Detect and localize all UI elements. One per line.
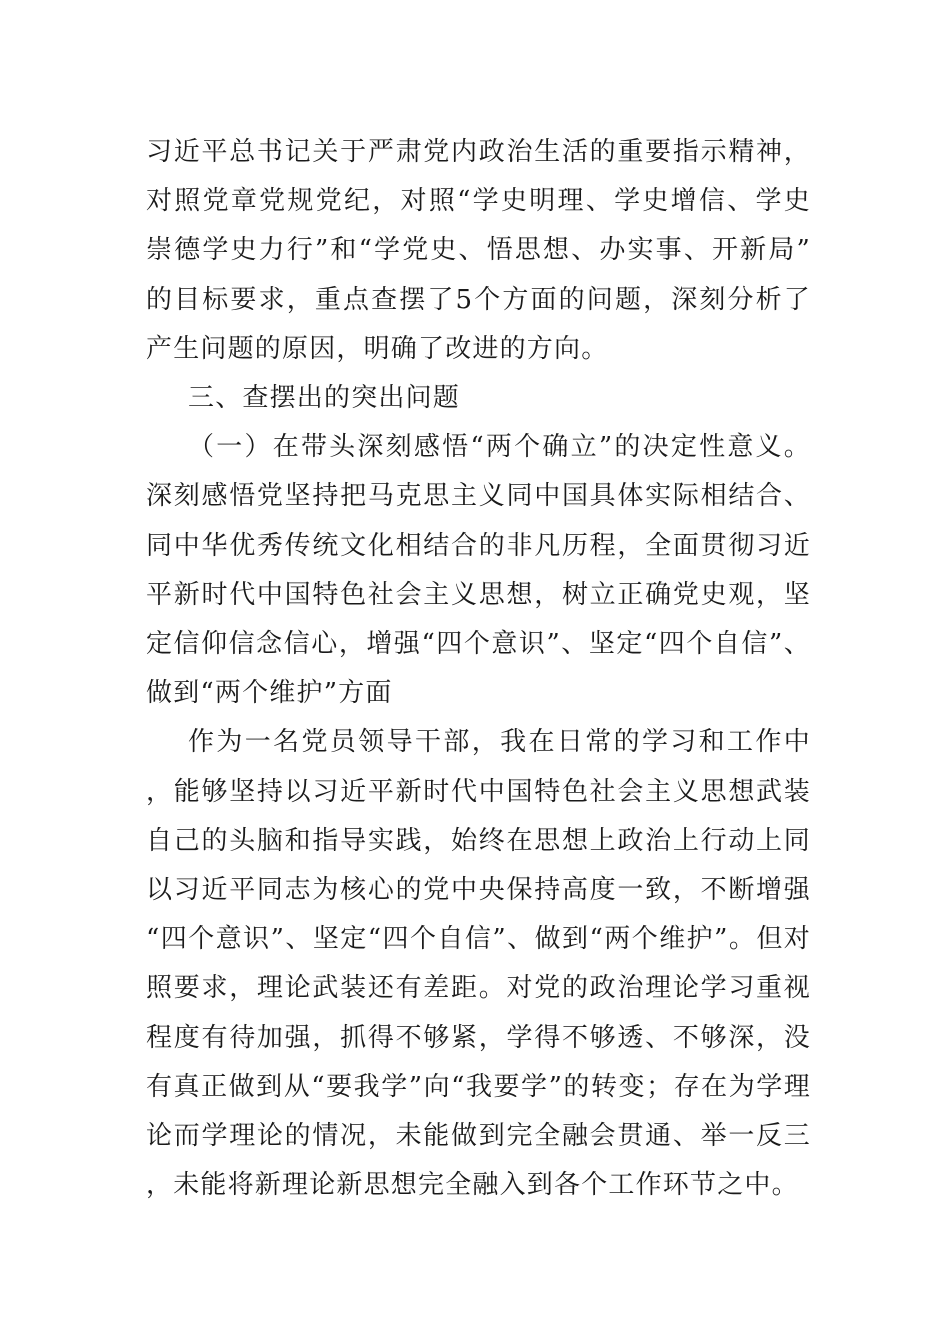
document-body — [146, 128, 811, 1210]
paragraph-item-one: （一）在带头深刻感悟“两个确立”的决定性意义。深刻感悟党坚持把马克思主义同中国具体实际相结合、同中华优秀传统文化相结合的非凡历程，全面贯彻习近平新时代中国特色社会主义思想，树立正确党史观，坚定信仰信念信心，增强“四个意识”、坚定“四个自信”、做到“两个维护”方面 — [146, 432, 811, 709]
section-heading-problems: 三、查摆出的突出问题 — [188, 383, 461, 414]
paragraph-self-assessment: 作为一名党员领导干部，我在日常的学习和工作中，能够坚持以习近平新时代中国特色社会主义思想武装自己的头脑和指导实践，始终在思想上政治上行动上同以习近平同志为核心的党中央保持高度一致，不断增强“四个意识”、坚定“四个自信”、做到“两个维护”。但对照要求，理论武装还有差距。对党的政治理论学习重视程度有待加强，抓得不够紧，学得不够透、不够深，没有真正做到从“要我学”向“我要学”的转变；存在为学理论而学理论的情况，未能做到完全融会贯通、举一反三，未能将新理论新思想完全融入到各个工作环节之中。 — [146, 727, 811, 1201]
paragraph-intro-continuation: 习近平总书记关于严肃党内政治生活的重要指示精神，对照党章党规党纪，对照“学史明理、学史增信、学史崇德学史力行”和“学党史、悟思想、办实事、开新局”的目标要求，重点查摆了5个方面的问题，深刻分析了产生问题的原因，明确了改进的方向。 — [146, 137, 811, 364]
